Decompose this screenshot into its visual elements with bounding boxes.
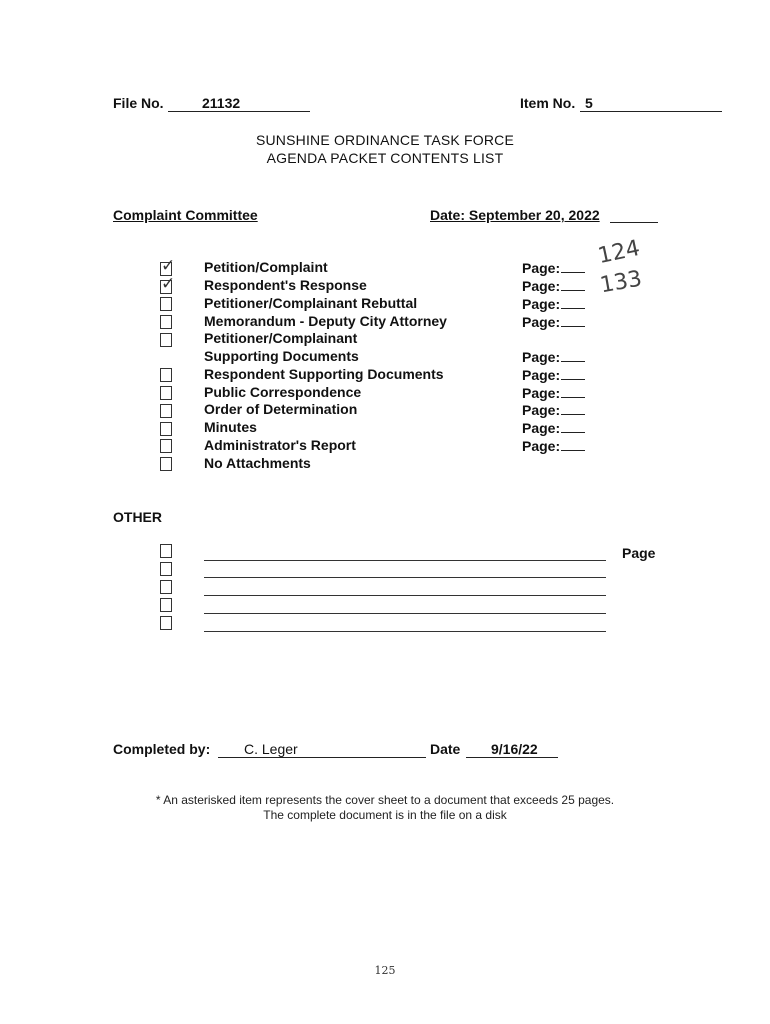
checkbox-public-correspondence[interactable] [160, 386, 172, 400]
title-line-1: SUNSHINE ORDINANCE TASK FORCE [255, 132, 515, 148]
page-field [522, 296, 585, 312]
checklist-item-label: Public Correspondence [204, 384, 362, 400]
page-blank[interactable] [561, 438, 585, 451]
page-field [522, 367, 585, 383]
handwritten-page-second: 133 [598, 266, 644, 299]
checkbox-other-3[interactable] [160, 580, 172, 594]
item-number-label: Item No. [520, 95, 576, 111]
completion-date-underline [466, 757, 558, 758]
page-blank[interactable] [561, 385, 585, 398]
checkbox-rebuttal[interactable] [160, 297, 172, 311]
checklist-item-label: Memorandum - Deputy City Attorney [204, 313, 447, 329]
committee-name: Complaint Committee [113, 207, 258, 223]
checklist-item-label: No Attachments [204, 455, 311, 471]
committee-date-underline [610, 222, 658, 223]
checkbox-other-4[interactable] [160, 598, 172, 612]
page-blank[interactable] [561, 349, 585, 362]
page-label: Page: [522, 385, 561, 401]
other-heading: OTHER [113, 509, 162, 525]
item-number-value: 5 [585, 95, 593, 111]
other-entry-line[interactable] [204, 613, 606, 614]
footnote-line-2: The complete document is in the file on a disk [263, 808, 507, 822]
checkbox-other-2[interactable] [160, 562, 172, 576]
checkbox-minutes[interactable] [160, 422, 172, 436]
checkbox-administrators-report[interactable] [160, 439, 172, 453]
completion-date-value: 9/16/22 [491, 741, 538, 757]
page-label: Page: [522, 260, 561, 276]
page-field [522, 349, 585, 365]
page-blank[interactable] [561, 260, 585, 273]
page-label: Page: [522, 349, 561, 365]
file-number [113, 95, 164, 111]
page-blank[interactable] [561, 296, 585, 309]
checklist-item-label: Order of Determination [204, 401, 358, 417]
page-label: Page: [522, 402, 561, 418]
other-entry-line[interactable] [204, 577, 606, 578]
page-blank[interactable] [561, 402, 585, 415]
other-page-label: Page [622, 545, 656, 561]
file-number-underline [168, 111, 310, 112]
footnote-line-1: * An asterisked item represents the cover sheet to a document that exceeds 25 pages. [155, 793, 615, 807]
page-label: Page: [522, 420, 561, 436]
title-line-2: AGENDA PACKET CONTENTS LIST [266, 150, 504, 166]
checklist-item-label: Petitioner/Complainant [204, 330, 358, 346]
completed-by-label: Completed by: [113, 741, 211, 757]
page-field [522, 402, 585, 418]
other-entry-line[interactable] [204, 595, 606, 596]
page-blank[interactable] [561, 420, 585, 433]
page-number: 125 [374, 964, 396, 977]
committee-date: Date: September 20, 2022 [430, 207, 600, 223]
other-entry-line[interactable] [204, 631, 606, 632]
page-label: Page: [522, 438, 561, 454]
checklist-item-label: Supporting Documents [204, 348, 359, 364]
page-label: Page: [522, 296, 561, 312]
page-field [522, 420, 585, 436]
page-field [522, 278, 585, 294]
checkbox-other-5[interactable] [160, 616, 172, 630]
checklist-item-label: Minutes [204, 419, 257, 435]
checkbox-order-determination[interactable] [160, 404, 172, 418]
completion-date-label: Date [430, 741, 461, 757]
checkbox-no-attachments[interactable] [160, 457, 172, 471]
checklist-item-label: Petition/Complaint [204, 259, 328, 275]
page-label: Page: [522, 314, 561, 330]
file-number-value: 21132 [202, 95, 241, 111]
completed-by-underline [218, 757, 426, 758]
checklist-item-label: Respondent Supporting Documents [204, 366, 444, 382]
checkbox-other-1[interactable] [160, 544, 172, 558]
page-field [522, 385, 585, 401]
page-label: Page: [522, 367, 561, 383]
checkmark-icon: ✓ [161, 274, 176, 294]
completed-by-value: C. Leger [244, 741, 298, 757]
page-blank[interactable] [561, 367, 585, 380]
checklist-item-label: Respondent's Response [204, 277, 367, 293]
checkbox-respondent-supporting[interactable] [160, 368, 172, 382]
page-field [522, 260, 585, 276]
page-label: Page: [522, 278, 561, 294]
handwritten-page-first: 124 [595, 235, 643, 270]
item-number-underline [580, 111, 722, 112]
checkbox-memorandum[interactable] [160, 315, 172, 329]
checklist-item-label: Petitioner/Complainant Rebuttal [204, 295, 418, 311]
checkmark-icon: ✓ [161, 256, 176, 276]
checkbox-supporting-documents[interactable] [160, 333, 172, 347]
page-blank[interactable] [561, 314, 585, 327]
page-field [522, 314, 585, 330]
file-number-label: File No. [113, 95, 164, 111]
checklist-item-label: Administrator's Report [204, 437, 356, 453]
other-entry-line[interactable] [204, 560, 606, 561]
page-field [522, 438, 585, 454]
page-blank[interactable] [561, 278, 585, 291]
